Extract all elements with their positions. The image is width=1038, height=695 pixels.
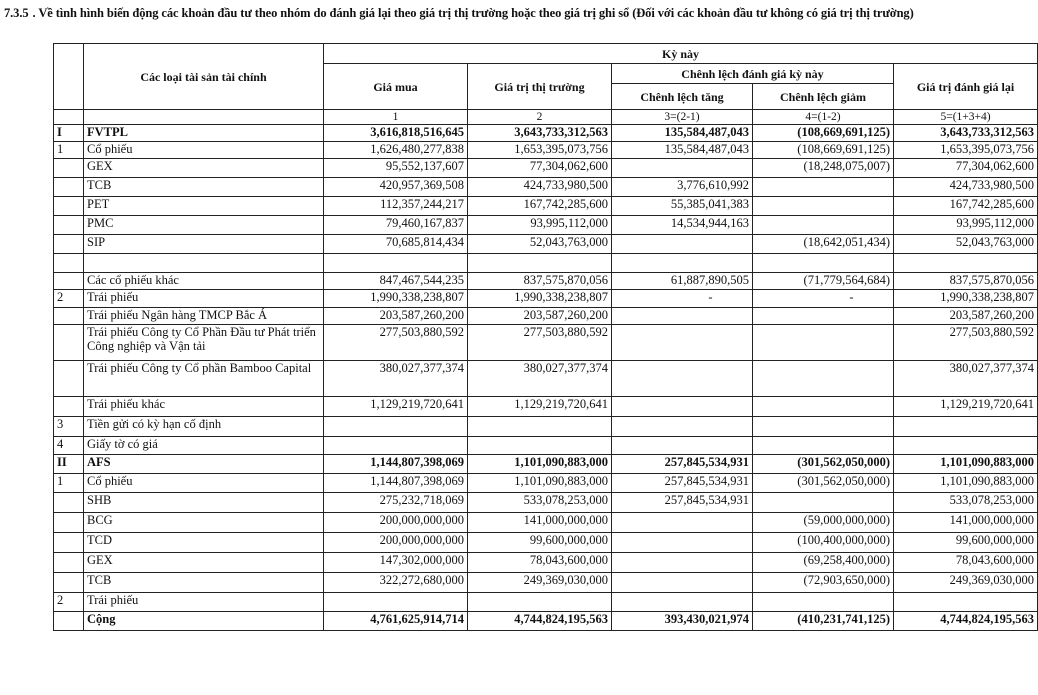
row-index (54, 235, 84, 254)
purchase-price: 4,761,625,914,714 (324, 612, 468, 631)
table-row (54, 361, 1038, 397)
row-index (54, 273, 84, 290)
increase-value (612, 235, 753, 254)
row-index (54, 254, 84, 273)
increase-value: 55,385,041,383 (612, 197, 753, 216)
section-heading (4, 6, 1016, 21)
decrease-value: - (753, 290, 894, 308)
asset-name: Cộng (84, 612, 324, 631)
market-value: 249,369,030,000 (468, 573, 612, 593)
revalued-value: 99,600,000,000 (894, 533, 1038, 553)
increase-value: 135,584,487,043 (612, 125, 753, 142)
revalued-value: 93,995,112,000 (894, 216, 1038, 235)
decrease-value: (108,669,691,125) (753, 142, 894, 159)
col-number-4: 4=(1-2) (753, 110, 894, 125)
revalued-value: 141,000,000,000 (894, 513, 1038, 533)
header-asset-type: Các loại tài sản tài chính (84, 44, 324, 110)
asset-name: GEX (84, 553, 324, 573)
revalued-value: 1,101,090,883,000 (894, 455, 1038, 474)
decrease-value (753, 361, 894, 397)
asset-name: BCG (84, 513, 324, 533)
table-row (54, 513, 1038, 533)
asset-name: Cổ phiếu (84, 142, 324, 159)
asset-name: SHB (84, 493, 324, 513)
asset-name: SIP (84, 235, 324, 254)
increase-value (612, 417, 753, 437)
revalued-value: 1,101,090,883,000 (894, 474, 1038, 493)
table-row (54, 533, 1038, 553)
market-value: 52,043,763,000 (468, 235, 612, 254)
increase-value (612, 361, 753, 397)
decrease-value: (100,400,000,000) (753, 533, 894, 553)
asset-name: Trái phiếu (84, 593, 324, 612)
increase-value (612, 437, 753, 455)
header-purchase-price: Giá mua (324, 64, 468, 110)
increase-value (612, 593, 753, 612)
purchase-price: 200,000,000,000 (324, 513, 468, 533)
decrease-value: (18,248,075,007) (753, 159, 894, 178)
increase-value: - (612, 290, 753, 308)
increase-value (612, 325, 753, 361)
revalued-value: 277,503,880,592 (894, 325, 1038, 361)
revalued-value (894, 254, 1038, 273)
market-value: 1,129,219,720,641 (468, 397, 612, 417)
row-index (54, 533, 84, 553)
table-row (54, 178, 1038, 197)
market-value (468, 417, 612, 437)
increase-value: 3,776,610,992 (612, 178, 753, 197)
row-index (54, 178, 84, 197)
purchase-price (324, 417, 468, 437)
asset-name: Trái phiếu Công ty Cổ Phần Đầu tư Phát triển Công nghiệp và Vận tải (84, 325, 324, 361)
revalued-value: 1,129,219,720,641 (894, 397, 1038, 417)
revalued-value: 424,733,980,500 (894, 178, 1038, 197)
increase-value: 14,534,944,163 (612, 216, 753, 235)
revalued-value: 3,643,733,312,563 (894, 125, 1038, 142)
header-revalued-value: Giá trị đánh giá lại (894, 64, 1038, 110)
asset-name: Trái phiếu Ngân hàng TMCP Bắc Á (84, 308, 324, 325)
table-header (54, 44, 1038, 125)
market-value (468, 593, 612, 612)
decrease-value: (108,669,691,125) (753, 125, 894, 142)
asset-name: Giấy tờ có giá (84, 437, 324, 455)
market-value: 3,643,733,312,563 (468, 125, 612, 142)
row-index (54, 573, 84, 593)
table-row (54, 216, 1038, 235)
purchase-price: 1,626,480,277,838 (324, 142, 468, 159)
increase-value: 135,584,487,043 (612, 142, 753, 159)
row-index: II (54, 455, 84, 474)
header-revaluation-diff: Chênh lệch đánh giá kỳ này (612, 64, 894, 84)
purchase-price: 1,144,807,398,069 (324, 474, 468, 493)
header-increase: Chênh lệch tăng (612, 84, 753, 110)
purchase-price: 95,552,137,607 (324, 159, 468, 178)
table-row (54, 290, 1038, 308)
asset-name: TCB (84, 178, 324, 197)
row-index: 4 (54, 437, 84, 455)
market-value: 1,101,090,883,000 (468, 455, 612, 474)
col-number-3: 3=(2-1) (612, 110, 753, 125)
asset-name: GEX (84, 159, 324, 178)
row-index: 1 (54, 142, 84, 159)
purchase-price: 277,503,880,592 (324, 325, 468, 361)
market-value: 93,995,112,000 (468, 216, 612, 235)
table-body (54, 125, 1038, 631)
increase-value (612, 308, 753, 325)
table-row (54, 308, 1038, 325)
purchase-price: 322,272,680,000 (324, 573, 468, 593)
revalued-value (894, 593, 1038, 612)
row-index (54, 197, 84, 216)
market-value: 77,304,062,600 (468, 159, 612, 178)
table-row (54, 142, 1038, 159)
section-number: 7.3.5 (4, 6, 29, 20)
decrease-value (753, 593, 894, 612)
decrease-value (753, 493, 894, 513)
revalued-value: 78,043,600,000 (894, 553, 1038, 573)
row-index: 3 (54, 417, 84, 437)
increase-value: 257,845,534,931 (612, 474, 753, 493)
purchase-price: 3,616,818,516,645 (324, 125, 468, 142)
market-value (468, 254, 612, 273)
increase-value (612, 159, 753, 178)
increase-value (612, 397, 753, 417)
table-row (54, 612, 1038, 631)
table-row (54, 493, 1038, 513)
asset-name (84, 254, 324, 273)
market-value: 1,990,338,238,807 (468, 290, 612, 308)
header-market-value: Giá trị thị trường (468, 64, 612, 110)
row-index: 2 (54, 593, 84, 612)
decrease-value: (71,779,564,684) (753, 273, 894, 290)
asset-name: TCD (84, 533, 324, 553)
decrease-value: (69,258,400,000) (753, 553, 894, 573)
asset-name: Trái phiếu khác (84, 397, 324, 417)
increase-value (612, 513, 753, 533)
row-index (54, 397, 84, 417)
col-number-blank-idx (54, 110, 84, 125)
purchase-price: 147,302,000,000 (324, 553, 468, 573)
col-number-2: 2 (468, 110, 612, 125)
purchase-price: 112,357,244,217 (324, 197, 468, 216)
revalued-value (894, 417, 1038, 437)
header-decrease: Chênh lệch giảm (753, 84, 894, 110)
decrease-value (753, 325, 894, 361)
revalued-value: 533,078,253,000 (894, 493, 1038, 513)
purchase-price: 1,129,219,720,641 (324, 397, 468, 417)
row-index (54, 325, 84, 361)
row-index (54, 159, 84, 178)
purchase-price: 1,144,807,398,069 (324, 455, 468, 474)
increase-value: 257,845,534,931 (612, 493, 753, 513)
market-value: 1,653,395,073,756 (468, 142, 612, 159)
decrease-value (753, 417, 894, 437)
table-row (54, 397, 1038, 417)
decrease-value (753, 216, 894, 235)
row-index (54, 612, 84, 631)
asset-name: Trái phiếu Công ty Cổ phần Bamboo Capital (84, 361, 324, 397)
asset-name: Các cổ phiếu khác (84, 273, 324, 290)
decrease-value: (59,000,000,000) (753, 513, 894, 533)
table-row (54, 437, 1038, 455)
purchase-price (324, 437, 468, 455)
increase-value: 393,430,021,974 (612, 612, 753, 631)
purchase-price: 200,000,000,000 (324, 533, 468, 553)
row-index: 2 (54, 290, 84, 308)
asset-name: AFS (84, 455, 324, 474)
decrease-value: (72,903,650,000) (753, 573, 894, 593)
increase-value (612, 553, 753, 573)
table-row (54, 197, 1038, 216)
row-index (54, 308, 84, 325)
col-number-blank-name (84, 110, 324, 125)
asset-name: FVTPL (84, 125, 324, 142)
col-number-1: 1 (324, 110, 468, 125)
row-index: I (54, 125, 84, 142)
decrease-value (753, 254, 894, 273)
table-row (54, 235, 1038, 254)
market-value: 277,503,880,592 (468, 325, 612, 361)
purchase-price: 275,232,718,069 (324, 493, 468, 513)
purchase-price: 70,685,814,434 (324, 235, 468, 254)
revalued-value (894, 437, 1038, 455)
decrease-value: (410,231,741,125) (753, 612, 894, 631)
revalued-value: 167,742,285,600 (894, 197, 1038, 216)
table-row (54, 417, 1038, 437)
row-index (54, 361, 84, 397)
column-number-row (54, 110, 1038, 125)
decrease-value (753, 197, 894, 216)
decrease-value (753, 437, 894, 455)
revalued-value: 249,369,030,000 (894, 573, 1038, 593)
decrease-value: (301,562,050,000) (753, 474, 894, 493)
asset-name: Trái phiếu (84, 290, 324, 308)
revalued-value: 1,990,338,238,807 (894, 290, 1038, 308)
table-row (54, 553, 1038, 573)
row-index (54, 513, 84, 533)
col-number-5: 5=(1+3+4) (894, 110, 1038, 125)
asset-name: PET (84, 197, 324, 216)
revalued-value: 203,587,260,200 (894, 308, 1038, 325)
market-value: 167,742,285,600 (468, 197, 612, 216)
table-row (54, 455, 1038, 474)
revalued-value: 380,027,377,374 (894, 361, 1038, 397)
market-value: 99,600,000,000 (468, 533, 612, 553)
decrease-value (753, 308, 894, 325)
market-value: 203,587,260,200 (468, 308, 612, 325)
revalued-value: 77,304,062,600 (894, 159, 1038, 178)
table-row (54, 159, 1038, 178)
market-value: 4,744,824,195,563 (468, 612, 612, 631)
purchase-price: 79,460,167,837 (324, 216, 468, 235)
asset-name: PMC (84, 216, 324, 235)
table-row (54, 325, 1038, 361)
decrease-value (753, 397, 894, 417)
section-title: . Về tình hình biến động các khoản đầu tư theo nhóm do đánh giá lại theo giá trị thị trường hoặc theo giá trị ghi sổ (Đối với các khoản đầu tư không có giá trị thị trường) (32, 6, 914, 20)
purchase-price (324, 593, 468, 612)
row-index (54, 493, 84, 513)
market-value: 837,575,870,056 (468, 273, 612, 290)
header-period: Kỳ này (324, 44, 1038, 64)
purchase-price: 380,027,377,374 (324, 361, 468, 397)
table-row (54, 125, 1038, 142)
purchase-price: 203,587,260,200 (324, 308, 468, 325)
revalued-value: 4,744,824,195,563 (894, 612, 1038, 631)
market-value: 424,733,980,500 (468, 178, 612, 197)
table-row (54, 474, 1038, 493)
market-value: 1,101,090,883,000 (468, 474, 612, 493)
row-index (54, 553, 84, 573)
revalued-value: 52,043,763,000 (894, 235, 1038, 254)
market-value: 141,000,000,000 (468, 513, 612, 533)
increase-value (612, 254, 753, 273)
row-index: 1 (54, 474, 84, 493)
decrease-value (753, 178, 894, 197)
decrease-value: (18,642,051,434) (753, 235, 894, 254)
market-value: 533,078,253,000 (468, 493, 612, 513)
market-value (468, 437, 612, 455)
increase-value: 257,845,534,931 (612, 455, 753, 474)
table-row (54, 573, 1038, 593)
increase-value (612, 533, 753, 553)
header-index-cell (54, 44, 84, 110)
purchase-price (324, 254, 468, 273)
increase-value: 61,887,890,505 (612, 273, 753, 290)
purchase-price: 847,467,544,235 (324, 273, 468, 290)
revalued-value: 837,575,870,056 (894, 273, 1038, 290)
revalued-value: 1,653,395,073,756 (894, 142, 1038, 159)
table-row (54, 273, 1038, 290)
asset-name: TCB (84, 573, 324, 593)
row-index (54, 216, 84, 235)
asset-name: Tiền gửi có kỳ hạn cố định (84, 417, 324, 437)
increase-value (612, 573, 753, 593)
decrease-value: (301,562,050,000) (753, 455, 894, 474)
table-row (54, 593, 1038, 612)
table-row (54, 254, 1038, 273)
asset-name: Cổ phiếu (84, 474, 324, 493)
purchase-price: 1,990,338,238,807 (324, 290, 468, 308)
revaluation-table (53, 43, 1038, 631)
market-value: 78,043,600,000 (468, 553, 612, 573)
market-value: 380,027,377,374 (468, 361, 612, 397)
purchase-price: 420,957,369,508 (324, 178, 468, 197)
